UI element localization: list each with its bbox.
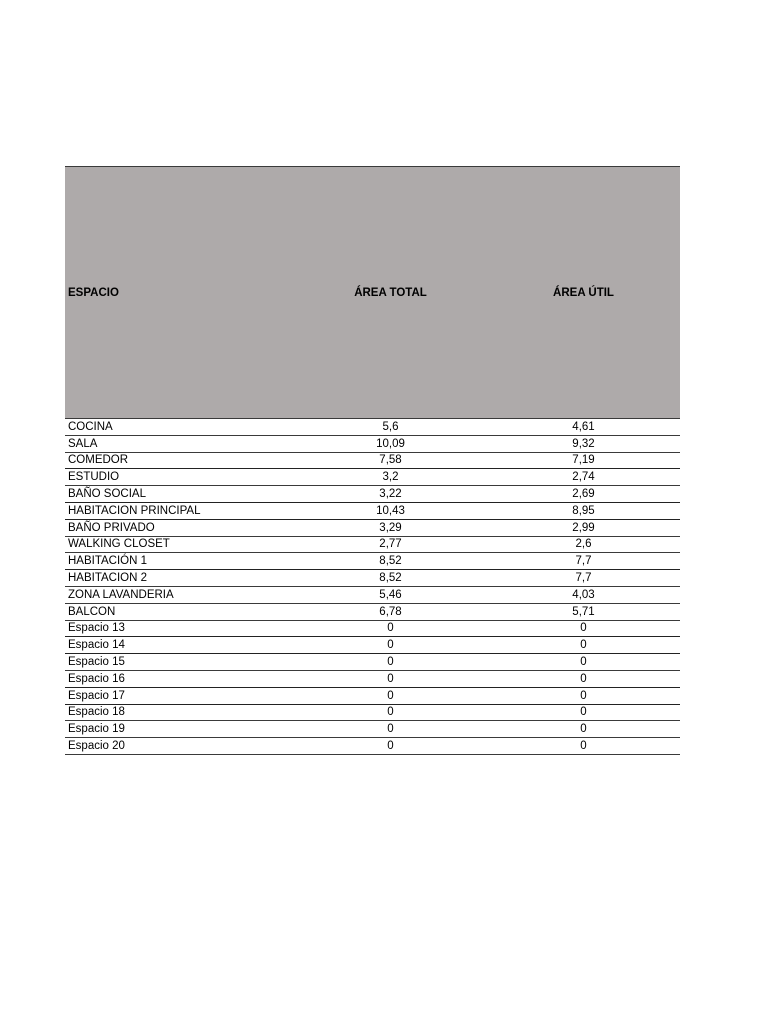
table-row [65,486,680,503]
cell-area-total: 0 [294,721,487,738]
cell-espacio: BAÑO SOCIAL [65,486,294,503]
table-row [65,738,680,755]
cell-area-util: 0 [487,738,680,755]
header-area-total: ÁREA TOTAL [294,167,487,419]
cell-area-util: 2,6 [487,536,680,553]
cell-area-total: 7,58 [294,452,487,469]
cell-area-total: 0 [294,704,487,721]
cell-area-util: 2,74 [487,469,680,486]
cell-espacio: Espacio 15 [65,654,294,671]
cell-area-util: 0 [487,637,680,654]
table-row [65,670,680,687]
cell-area-total: 3,29 [294,519,487,536]
table-row [65,570,680,587]
cell-area-util: 0 [487,721,680,738]
cell-espacio: Espacio 16 [65,670,294,687]
table-row [65,519,680,536]
cell-espacio: BALCON [65,603,294,620]
cell-espacio: Espacio 20 [65,738,294,755]
cell-espacio: ESTUDIO [65,469,294,486]
cell-area-total: 0 [294,654,487,671]
cell-espacio: SALA [65,435,294,452]
table-row [65,469,680,486]
table-row [65,419,680,436]
table-row [65,603,680,620]
cell-area-util: 2,69 [487,486,680,503]
cell-area-total: 10,43 [294,502,487,519]
table-row [65,654,680,671]
cell-espacio: Espacio 17 [65,687,294,704]
cell-area-total: 8,52 [294,553,487,570]
table-body [65,419,680,755]
cell-area-total: 0 [294,670,487,687]
cell-espacio: Espacio 18 [65,704,294,721]
cell-espacio: HABITACIÓN 1 [65,553,294,570]
header-espacio: ESPACIO [65,167,294,419]
table-row [65,586,680,603]
cell-area-total: 8,52 [294,570,487,587]
cell-area-util: 7,7 [487,570,680,587]
cell-area-total: 6,78 [294,603,487,620]
cell-area-total: 5,6 [294,419,487,436]
cell-espacio: COMEDOR [65,452,294,469]
cell-area-util: 5,71 [487,603,680,620]
cell-area-total: 3,22 [294,486,487,503]
cell-area-total: 5,46 [294,586,487,603]
cell-area-util: 4,03 [487,586,680,603]
cell-espacio: WALKING CLOSET [65,536,294,553]
cell-area-total: 3,2 [294,469,487,486]
cell-espacio: BAÑO PRIVADO [65,519,294,536]
cell-area-total: 0 [294,687,487,704]
cell-area-total: 2,77 [294,536,487,553]
cell-area-util: 0 [487,620,680,637]
cell-area-util: 0 [487,687,680,704]
cell-area-util: 0 [487,704,680,721]
table-row [65,435,680,452]
table-row [65,502,680,519]
table-header-row [65,167,680,419]
table-row [65,452,680,469]
table-row [65,721,680,738]
cell-area-util: 0 [487,654,680,671]
area-table [65,166,680,755]
table-row [65,637,680,654]
cell-area-total: 0 [294,620,487,637]
cell-area-util: 0 [487,670,680,687]
cell-espacio: Espacio 14 [65,637,294,654]
cell-area-total: 0 [294,637,487,654]
cell-area-util: 4,61 [487,419,680,436]
cell-espacio: ZONA LAVANDERIA [65,586,294,603]
cell-espacio: COCINA [65,419,294,436]
cell-area-util: 7,19 [487,452,680,469]
cell-espacio: Espacio 19 [65,721,294,738]
cell-espacio: HABITACION PRINCIPAL [65,502,294,519]
header-area-util: ÁREA ÚTIL [487,167,680,419]
table-row [65,620,680,637]
cell-area-util: 8,95 [487,502,680,519]
table-row [65,687,680,704]
table-row [65,704,680,721]
cell-area-total: 10,09 [294,435,487,452]
table-row [65,553,680,570]
cell-area-util: 2,99 [487,519,680,536]
cell-espacio: HABITACION 2 [65,570,294,587]
cell-area-util: 9,32 [487,435,680,452]
cell-espacio: Espacio 13 [65,620,294,637]
table-row [65,536,680,553]
cell-area-util: 7,7 [487,553,680,570]
cell-area-total: 0 [294,738,487,755]
